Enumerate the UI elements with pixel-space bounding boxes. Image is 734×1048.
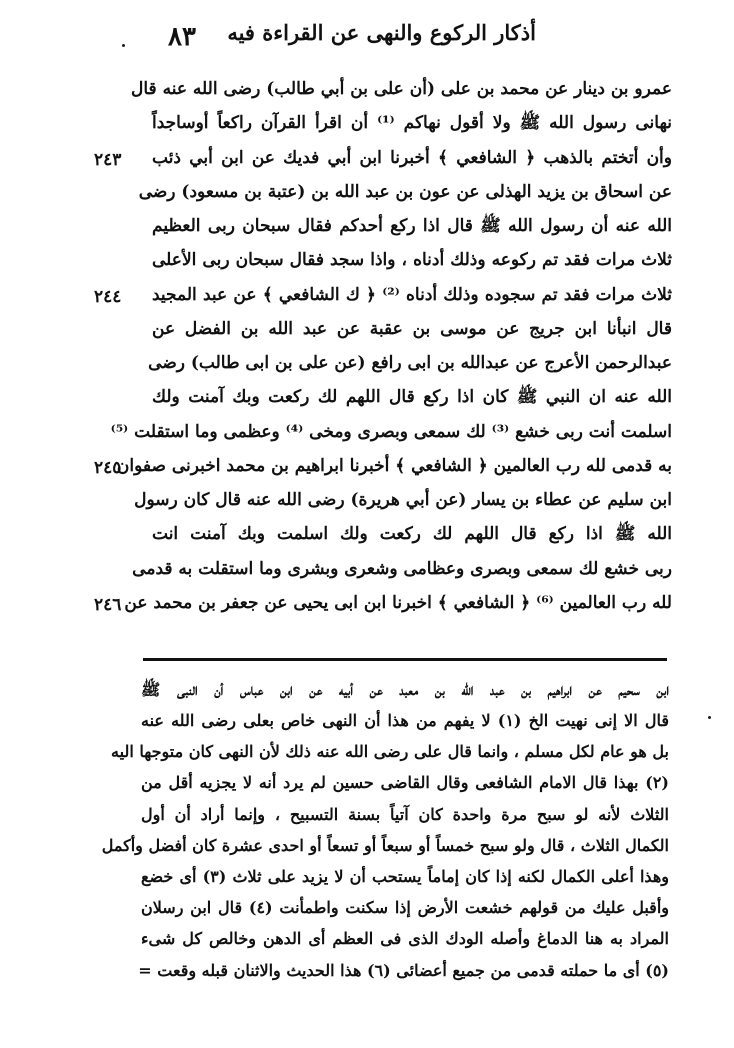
margin-hadith-number: ٢٤٥ <box>94 458 122 478</box>
running-title: أذكار الركوع والنهى عن القراءة فيه <box>227 20 536 45</box>
ink-speck <box>122 44 125 47</box>
main-text-line: لله رب العالمين ⁽⁶⁾ ﴿ الشافعي ﴾ اخبرنا ابن ابى يحيى عن جعفر بن محمد عن <box>124 593 672 613</box>
footnote-line: ابن سحيم عن ابراهيم بن عبد الله بن معبد عن أبيه عن ابن عباس أن النبى ﷺ <box>141 680 669 699</box>
ink-speck <box>708 716 711 719</box>
main-text-line: اسلمت أنت ربى خشع ⁽³⁾ لك سمعى وبصرى ومخى ⁽⁴⁾ وعظمى وما استقلت ⁽⁵⁾ <box>110 422 672 442</box>
footnote-line: الثلاث لأنه لو سبح مرة واحدة كان آتياً بسنة التسبيح ، وإنما أراد أن أول <box>141 805 669 824</box>
main-text-line: الله ﷺ اذا ركع قال اللهم لك ركعت ولك اسلمت وبك آمنت انت <box>152 524 672 544</box>
main-text-line: الله عنه أن رسول الله ﷺ قال اذا ركع أحدكم فقال سبحان ربى العظيم <box>152 216 672 236</box>
page-number: ٨٣ <box>168 22 196 52</box>
margin-hadith-number: ٢٤٦ <box>94 595 122 615</box>
main-text-line: قال انبأنا ابن جريج عن موسى بن عقبة عن عبد الله بن الفضل عن <box>152 319 672 339</box>
footnote-line: (٥) أى ما حملته قدمى من جميع أعضائى (٦) هذا الحديث والاثنان قبله وقعت = <box>138 961 669 980</box>
main-text-line: ثلاث مرات فقد تم سجوده وذلك أدناه ⁽²⁾ ﴿ ك الشافعي ﴾ عن عبد المجيد <box>152 285 672 305</box>
main-text-line: ثلاث مرات فقد تم ركوعه وذلك أدناه ، واذا سجد فقال سبحان ربى الأعلى <box>152 250 672 270</box>
footnote-line: وأقبل عليك من قولهم خشعت الأرض إذا سكنت واطمأنت (٤) قال ابن رسلان <box>141 898 669 917</box>
footnote-divider <box>143 658 667 661</box>
main-text-line: الله عنه ان النبي ﷺ كان اذا ركع قال اللهم لك ركعت وبك آمنت ولك <box>152 387 672 407</box>
footnote-line: بل هو عام لكل مسلم ، وانما قال على رضى الله عنه ذلك لأن النهى كان متوجها اليه <box>111 742 669 761</box>
main-text-line: وأن أتختم بالذهب ﴿ الشافعي ﴾ أخبرنا ابن أبي فديك عن ابن أبي ذئب <box>152 148 672 168</box>
margin-hadith-number: ٢٤٣ <box>94 150 122 170</box>
main-text-line: نهانى رسول الله ﷺ ولا أقول نهاكم ⁽¹⁾ أن اقرأ القرآن راكعاً أوساجداً <box>152 113 673 133</box>
footnote-line: الكمال الثلاث ، قال ولو سبح خمساً أو سبعاً أو تسعاً أو احدى عشرة كان أفضل وأكمل <box>101 836 669 855</box>
main-text-line: عمرو بن دينار عن محمد بن على (أن على بن أبي طالب) رضى الله عنه قال <box>131 79 672 99</box>
margin-hadith-number: ٢٤٤ <box>94 287 122 307</box>
main-text-line: عبدالرحمن الأعرج عن عبدالله بن ابى رافع (عن على بن ابى طالب) رضى <box>148 353 672 373</box>
main-text-line: ربى خشع لك سمعى وبصرى وعظامى وشعرى وبشرى وما استقلت به قدمى <box>132 559 672 579</box>
footnote-line: قال الا إنى نهيت الخ (١) لا يفهم من هذا أن النهى خاص بعلى رضى الله عنه <box>141 711 670 730</box>
footnote-line: (٢) بهذا قال الامام الشافعى وقال القاضى حسين لم يرد أنه لا يجزيه أقل من <box>141 773 669 792</box>
footnote-line: وهذا أعلى الكمال لكنه إذا كان إماماً يستحب أن لا يزيد على ثلاث (٣) أى خضع <box>141 867 669 886</box>
main-text-line: به قدمى لله رب العالمين ﴿ الشافعي ﴾ أخبرنا ابراهيم بن محمد اخبرنى صفوان <box>116 456 672 476</box>
footnote-line: المراد به هنا الدماغ وأصله الودك الذى فى العظم أى الدهن وخالص كل شىء <box>141 929 669 948</box>
main-text-line: ابن سليم عن عطاء بن يسار (عن أبي هريرة) رضى الله عنه قال كان رسول <box>134 490 672 510</box>
main-text-line: عن اسحاق بن يزيد الهذلى عن عون بن عبد الله بن (عتبة بن مسعود) رضى <box>138 182 672 202</box>
